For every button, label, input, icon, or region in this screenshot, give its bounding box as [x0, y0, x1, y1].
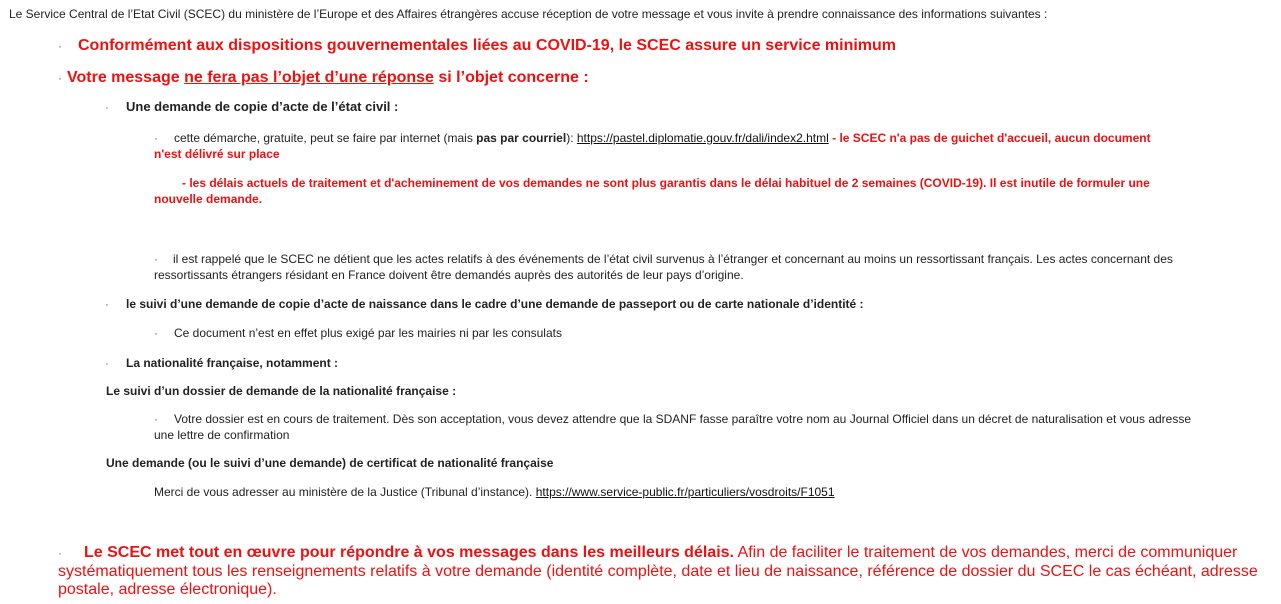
copie-item1-text-after: ):	[566, 131, 577, 145]
notice-no-reply-before: Votre message	[67, 69, 185, 86]
suivi-item	[154, 325, 562, 341]
bullet: ·	[105, 100, 109, 114]
suivi-item-text: Ce document n’est en effet plus exigé par les mairies ni par les consulats	[174, 326, 562, 340]
footer-bold: Le SCEC met tout en œuvre pour répondre à vos messages dans les meilleurs délais.	[84, 544, 734, 561]
bullet: ·	[154, 412, 158, 426]
bullet: ·	[58, 39, 62, 53]
bullet: ·	[154, 326, 158, 340]
copie-item1-red: - le SCEC n'a pas de guichet d'accueil, aucun document	[828, 131, 1151, 145]
pastel-link[interactable]: https://pastel.diplomatie.gouv.fr/dali/index2.html	[576, 131, 829, 145]
nationalite-sub2-text: Merci de vous adresser au ministère de la Justice (Tribunal d’instance).	[154, 485, 536, 499]
section-copie-heading-text: Une demande de copie d’acte de l’état civil :	[126, 99, 399, 114]
nationalite-sub2-line	[154, 484, 835, 500]
section-nationalite-heading-text: La nationalité française, notamment :	[126, 356, 339, 370]
notice-covid-text: Conformément aux dispositions gouvernementales liées au COVID-19, le SCEC assure un service minimum	[78, 37, 897, 54]
copie-item1-text-bold: pas par courriel	[476, 131, 567, 145]
footer-line1	[58, 543, 1237, 563]
nationalite-sub1-line1	[154, 411, 1191, 427]
copie-item1-text-before: cette démarche, gratuite, peut se faire par internet (mais	[174, 131, 477, 145]
bullet: ·	[105, 297, 109, 311]
notice-no-reply	[58, 68, 589, 88]
intro-text: Le Service Central de l’Etat Civil (SCEC) du ministère de l’Europe et des Affaires étrangères accuse réception de votre message et vous invite à prendre connaissance des informations suivantes :	[9, 7, 1048, 21]
section-suivi-heading	[105, 296, 864, 312]
service-public-link[interactable]: https://www.service-public.fr/particuliers/vosdroits/F1051	[535, 485, 835, 499]
section-suivi-heading-text: le suivi d’une demande de copie d’acte de naissance dans le cadre d’une demande de passeport ou de carte nationale d’identité :	[126, 297, 864, 311]
copie-item2-line2: ressortissants étrangers résidant en France doivent être demandés auprès des autorités de leur pays d’origine.	[154, 268, 744, 282]
bullet: ·	[154, 131, 158, 145]
section-nationalite-heading	[105, 355, 338, 371]
nationalite-sub1-heading: Le suivi d’un dossier de demande de la nationalité française :	[106, 384, 457, 398]
bullet: ·	[58, 71, 62, 85]
nationalite-sub1-line2: une lettre de confirmation	[154, 428, 290, 442]
notice-no-reply-after: si l’objet concerne :	[433, 69, 589, 86]
copie-item1-line2: n'est délivré sur place	[154, 147, 280, 161]
bullet: ·	[154, 252, 158, 266]
copie-item1-line1	[154, 130, 1151, 146]
copie-delays-line1: - les délais actuels de traitement et d'acheminement de vos demandes ne sont plus garantis dans le délai habituel de 2 semaines (COVID-19). Il est inutile de formuler une	[182, 176, 1150, 190]
footer-rest: Afin de faciliter le traitement de vos demandes, merci de communiquer	[733, 544, 1238, 561]
copie-item2-line1	[154, 251, 1173, 267]
bullet: ·	[58, 546, 62, 560]
bullet: ·	[105, 356, 109, 370]
section-copie-heading	[105, 99, 398, 115]
notice-covid	[58, 36, 896, 56]
footer-line3: postale, adresse électronique).	[58, 581, 277, 598]
nationalite-sub2-heading: Une demande (ou le suivi d’une demande) de certificat de nationalité française	[106, 456, 554, 470]
copie-item2-text: il est rappelé que le SCEC ne détient que les actes relatifs à des événements de l’état civil survenus à l’étranger et concernant au moins un ressortissant français. Les actes concernant des	[173, 252, 1173, 266]
copie-delays-line2: nouvelle demande.	[154, 192, 263, 206]
nationalite-sub1-text: Votre dossier est en cours de traitement. Dès son acceptation, vous devez attendre que la SDANF fasse paraître votre nom au Journal Officiel dans un décret de naturalisation et vous adresse	[174, 412, 1192, 426]
footer-line2: systématiquement tous les renseignements relatifs à votre demande (identité complète, date et lieu de naissance, référence de dossier du SCEC le cas échéant, adresse	[58, 563, 1258, 580]
notice-no-reply-underlined: ne fera pas l’objet d’une réponse	[184, 69, 434, 86]
